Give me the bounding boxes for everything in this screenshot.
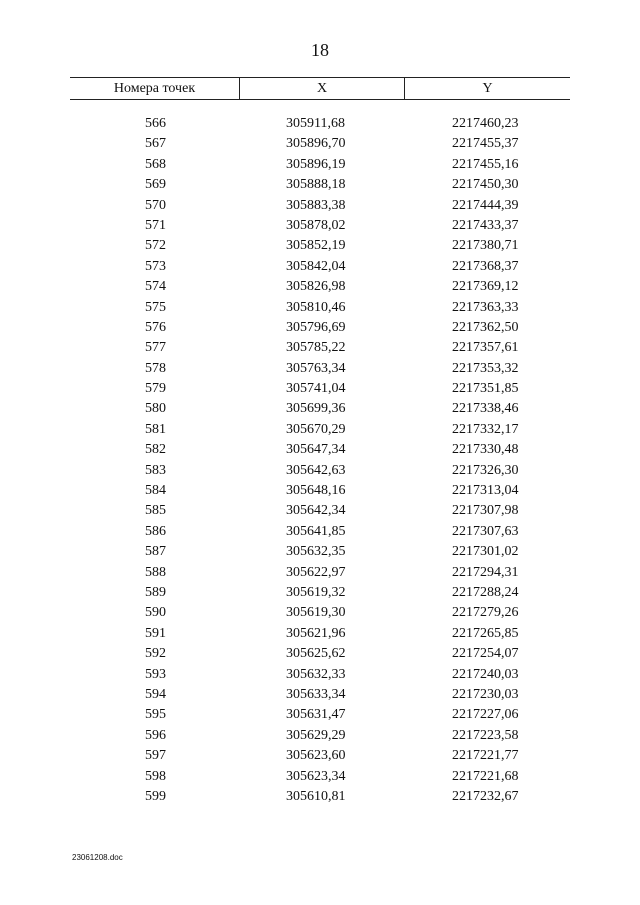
table-row (70, 746, 570, 766)
table-row (70, 318, 570, 338)
column-header-y: Y (482, 81, 493, 96)
point-number-cell: 580 (145, 401, 166, 417)
table-row (70, 338, 570, 358)
x-coordinate-cell: 305826,98 (286, 279, 346, 295)
x-coordinate-cell: 305632,33 (286, 666, 346, 682)
point-number-cell: 575 (145, 299, 166, 315)
x-coordinate-cell: 305610,81 (286, 788, 346, 804)
point-number-cell: 582 (145, 442, 166, 458)
point-number-cell: 571 (145, 217, 166, 233)
page-number: 18 (311, 40, 329, 60)
table-row (70, 563, 570, 583)
table-row (70, 787, 570, 807)
y-coordinate-cell: 2217221,77 (452, 748, 519, 764)
table-row (70, 420, 570, 440)
y-coordinate-cell: 2217326,30 (452, 462, 519, 478)
y-coordinate-cell: 2217357,61 (452, 340, 519, 356)
y-coordinate-cell: 2217301,02 (452, 544, 519, 560)
point-number-cell: 595 (145, 707, 166, 723)
y-coordinate-cell: 2217223,58 (452, 727, 519, 743)
column-header-point-number: Номера точек (113, 81, 196, 96)
x-coordinate-cell: 305896,70 (286, 136, 346, 152)
y-coordinate-cell: 2217330,48 (452, 442, 519, 458)
x-coordinate-cell: 305631,47 (286, 707, 346, 723)
y-coordinate-cell: 2217450,30 (452, 177, 519, 193)
point-number-cell: 567 (145, 136, 166, 152)
x-coordinate-cell: 305619,32 (286, 584, 346, 600)
point-number-cell: 599 (145, 788, 166, 804)
x-coordinate-cell: 305911,68 (286, 116, 345, 131)
x-coordinate-cell: 305648,16 (286, 483, 346, 499)
y-coordinate-cell: 2217279,26 (452, 605, 519, 621)
x-coordinate-cell: 305619,30 (286, 605, 346, 621)
point-number-cell: 568 (145, 156, 166, 172)
table-row (70, 236, 570, 256)
point-number-cell: 570 (145, 197, 166, 213)
x-coordinate-cell: 305625,62 (286, 646, 346, 662)
x-coordinate-cell: 305878,02 (286, 217, 346, 233)
table-row (70, 767, 570, 787)
y-coordinate-cell: 2217444,39 (452, 197, 519, 213)
table-row (70, 114, 570, 134)
x-coordinate-cell: 305852,19 (286, 238, 346, 254)
x-coordinate-cell: 305629,29 (286, 727, 346, 743)
table-row (70, 379, 570, 399)
y-coordinate-cell: 2217369,12 (452, 279, 519, 295)
table-row (70, 134, 570, 154)
x-coordinate-cell: 305623,60 (286, 748, 346, 764)
point-number-cell: 586 (145, 523, 166, 539)
x-coordinate-cell: 305888,18 (286, 177, 346, 193)
point-number-cell: 585 (145, 503, 166, 519)
point-number-cell: 569 (145, 177, 166, 193)
table-row (70, 705, 570, 725)
table-row (70, 257, 570, 277)
x-coordinate-cell: 305785,22 (286, 340, 346, 356)
y-coordinate-cell: 2217227,06 (452, 707, 519, 723)
y-coordinate-cell: 2217455,16 (452, 156, 519, 172)
point-number-cell: 566 (145, 116, 166, 131)
x-coordinate-cell: 305622,97 (286, 564, 346, 580)
y-coordinate-cell: 2217362,50 (452, 319, 519, 335)
table-row (70, 624, 570, 644)
x-coordinate-cell: 305642,63 (286, 462, 346, 478)
x-coordinate-cell: 305741,04 (286, 381, 346, 397)
table-row (70, 461, 570, 481)
x-coordinate-cell: 305896,19 (286, 156, 346, 172)
table-row (70, 644, 570, 664)
x-coordinate-cell: 305647,34 (286, 442, 346, 458)
point-number-cell: 588 (145, 564, 166, 580)
table-header-bottom-rule (70, 99, 570, 100)
y-coordinate-cell: 2217294,31 (452, 564, 519, 580)
table-row (70, 175, 570, 195)
y-coordinate-cell: 2217338,46 (452, 401, 519, 417)
point-number-cell: 587 (145, 544, 166, 560)
table-row (70, 685, 570, 705)
y-coordinate-cell: 2217307,63 (452, 523, 519, 539)
column-header-x: X (316, 81, 328, 96)
y-coordinate-cell: 2217307,98 (452, 503, 519, 519)
table-row (70, 665, 570, 685)
point-number-cell: 592 (145, 646, 166, 662)
y-coordinate-cell: 2217332,17 (452, 421, 519, 437)
point-number-cell: 591 (145, 625, 166, 641)
table-row (70, 481, 570, 501)
y-coordinate-cell: 2217351,85 (452, 381, 519, 397)
y-coordinate-cell: 2217368,37 (452, 258, 519, 274)
y-coordinate-cell: 2217363,33 (452, 299, 519, 315)
x-coordinate-cell: 305699,36 (286, 401, 346, 417)
point-number-cell: 572 (145, 238, 166, 254)
table-row (70, 542, 570, 562)
y-coordinate-cell: 2217230,03 (452, 686, 519, 702)
y-coordinate-cell: 2217353,32 (452, 360, 519, 376)
point-number-cell: 594 (145, 686, 166, 702)
x-coordinate-cell: 305796,69 (286, 319, 346, 335)
x-coordinate-cell: 305632,35 (286, 544, 346, 560)
point-number-cell: 578 (145, 360, 166, 376)
x-coordinate-cell: 305842,04 (286, 258, 346, 274)
y-coordinate-cell: 2217455,37 (452, 136, 519, 152)
table-row (70, 603, 570, 623)
table-row (70, 277, 570, 297)
y-coordinate-cell: 2217380,71 (452, 238, 519, 254)
point-number-cell: 596 (145, 727, 166, 743)
y-coordinate-cell: 2217221,68 (452, 768, 519, 784)
point-number-cell: 583 (145, 462, 166, 478)
x-coordinate-cell: 305810,46 (286, 299, 346, 315)
table-row (70, 399, 570, 419)
y-coordinate-cell: 2217254,07 (452, 646, 519, 662)
table-row (70, 359, 570, 379)
x-coordinate-cell: 305763,34 (286, 360, 346, 376)
point-number-cell: 573 (145, 258, 166, 274)
point-number-cell: 579 (145, 381, 166, 397)
x-coordinate-cell: 305670,29 (286, 421, 346, 437)
table-row (70, 522, 570, 542)
y-coordinate-cell: 2217313,04 (452, 483, 519, 499)
y-coordinate-cell: 2217265,85 (452, 625, 519, 641)
point-number-cell: 593 (145, 666, 166, 682)
point-number-cell: 584 (145, 483, 166, 499)
y-coordinate-cell: 2217433,37 (452, 217, 519, 233)
point-number-cell: 576 (145, 319, 166, 335)
y-coordinate-cell: 2217288,24 (452, 584, 519, 600)
x-coordinate-cell: 305623,34 (286, 768, 346, 784)
x-coordinate-cell: 305883,38 (286, 197, 346, 213)
document-filename: 23061208.doc (72, 853, 123, 862)
point-number-cell: 574 (145, 279, 166, 295)
table-row (70, 726, 570, 746)
table-row (70, 216, 570, 236)
table-row (70, 298, 570, 318)
y-coordinate-cell: 2217232,67 (452, 788, 519, 804)
table-row (70, 155, 570, 175)
point-number-cell: 597 (145, 748, 166, 764)
point-number-cell: 590 (145, 605, 166, 621)
x-coordinate-cell: 305641,85 (286, 523, 346, 539)
coordinates-table-body (70, 114, 570, 807)
point-number-cell: 581 (145, 421, 166, 437)
table-row (70, 583, 570, 603)
table-row (70, 196, 570, 216)
point-number-cell: 598 (145, 768, 166, 784)
point-number-cell: 589 (145, 584, 166, 600)
y-coordinate-cell: 2217460,23 (452, 116, 519, 131)
x-coordinate-cell: 305621,96 (286, 625, 346, 641)
table-row (70, 440, 570, 460)
y-coordinate-cell: 2217240,03 (452, 666, 519, 682)
point-number-cell: 577 (145, 340, 166, 356)
x-coordinate-cell: 305633,34 (286, 686, 346, 702)
table-row (70, 501, 570, 521)
x-coordinate-cell: 305642,34 (286, 503, 346, 519)
